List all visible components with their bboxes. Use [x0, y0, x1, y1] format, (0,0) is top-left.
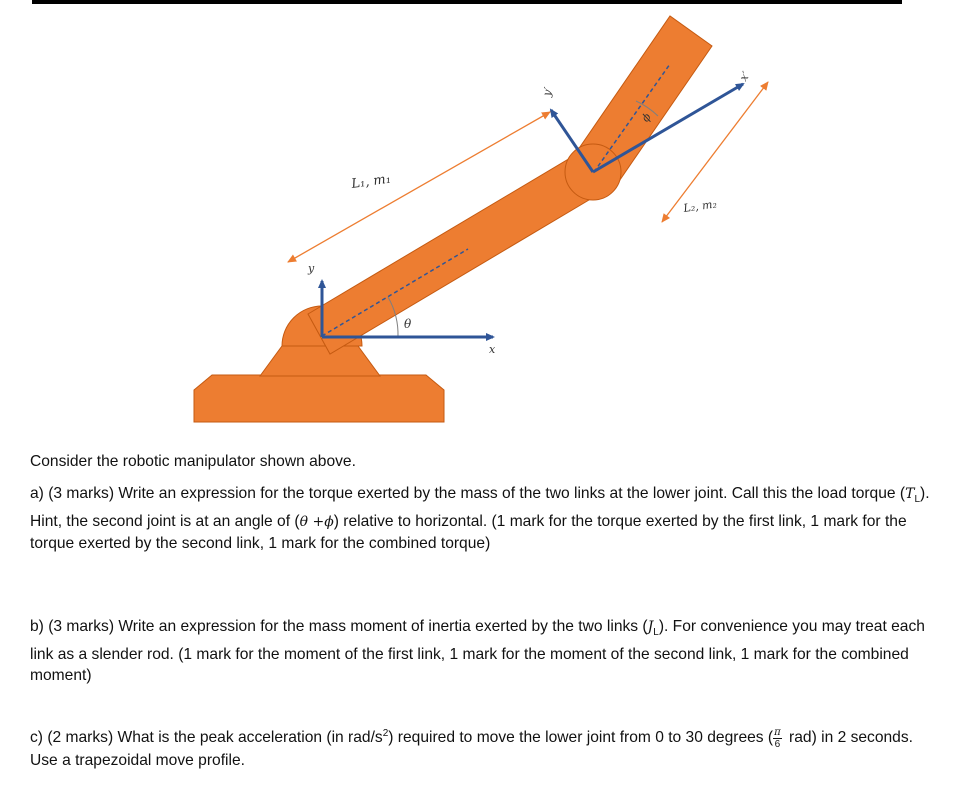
pi-over-six-fraction [773, 727, 782, 750]
x-prime-label: x′ [736, 69, 753, 84]
inertia-symbol: J [647, 619, 654, 635]
question-c-part2: ) required to move the lower joint from 0 to 30 degrees ( [388, 729, 774, 747]
question-a-part1: a) (3 marks) Write an expression for the torque exerted by the mass of the two links at the lower joint. Call this the load torque ( [30, 485, 906, 502]
question-b-part2: ). For convenience you may treat each link as a slender rod. (1 mark for the moment of the first link, 1 mark for the moment of the second link, 1 mark for the combined moment) [30, 618, 925, 685]
question-c-part1: c) (2 marks) What is the peak acceleration (in rad/s [30, 729, 383, 747]
question-a [30, 483, 935, 555]
units-superscript: 2 [382, 728, 389, 739]
load-torque-subscript: L [914, 494, 921, 506]
inertia-subscript: L [653, 627, 659, 639]
intro-text [30, 451, 935, 473]
y-prime-label: y′ [540, 85, 555, 98]
load-torque-symbol: T [905, 486, 915, 502]
fraction-denominator: 6 [774, 738, 781, 750]
question-b-part1: b) (3 marks) Write an expression for the mass moment of inertia exerted by the two links ( [30, 618, 648, 635]
phi-label: ϕ [638, 110, 654, 125]
question-a-part3: ) relative to horizontal. (1 mark for the torque exerted by the first link, 1 mark for the torque exerted by the second link, 1 mark for the combined torque) [30, 512, 907, 553]
x-axis-label: x [489, 343, 496, 356]
fraction-numerator: π [774, 726, 781, 738]
angle-expression: θ +ϕ [299, 513, 334, 530]
question-c-part3: rad) in 2 seconds. Use a trapezoidal move profile. [30, 729, 913, 769]
link-2-label: L₂, m₂ [682, 197, 718, 215]
theta-label: θ [404, 317, 412, 331]
intro-sentence: Consider the robotic manipulator shown above. [30, 453, 356, 470]
y-axis-label: y [308, 262, 315, 275]
question-a-part2: ). Hint, the second joint is at an angle of ( [30, 485, 930, 530]
question-c [30, 723, 935, 771]
question-b [30, 616, 935, 687]
link-1-label: L₁, m₁ [350, 171, 392, 192]
